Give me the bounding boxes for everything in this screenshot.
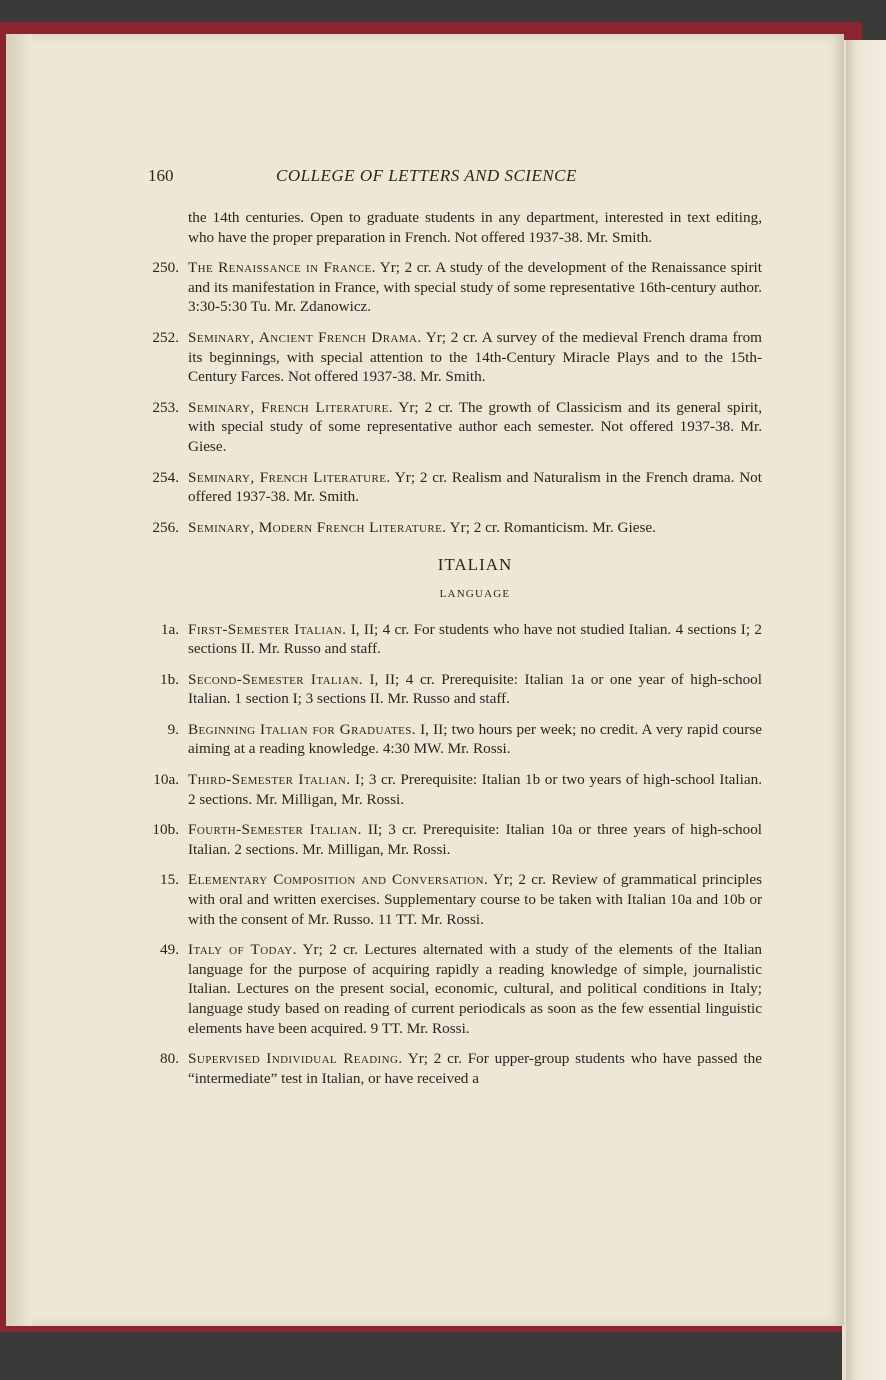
course-entry xyxy=(130,820,762,859)
course-entry xyxy=(130,328,762,387)
course-description: Yr; 2 cr. Romanticism. Mr. Giese. xyxy=(446,518,656,536)
page-number: 160 xyxy=(148,166,174,185)
course-entry xyxy=(130,1049,762,1088)
course-entry xyxy=(130,518,762,538)
course-entry xyxy=(130,468,762,507)
course-number: 253. xyxy=(152,398,179,416)
course-number: 10b. xyxy=(152,821,179,839)
course-description: Yr; 2 cr. A survey of the medieval French drama from its beginnings, with special attention to the 14th-Century Miracle Plays and to the 15th-Century Farces. Not offered 1937-38. Mr. Smith. xyxy=(188,328,762,386)
course-number: 256. xyxy=(152,518,179,536)
course-number: 9. xyxy=(167,720,179,738)
course-entry xyxy=(130,670,762,709)
course-number: 252. xyxy=(152,328,179,346)
course-number: 250. xyxy=(152,259,179,277)
course-title: Seminary, Ancient French Drama. xyxy=(188,328,422,346)
course-entry xyxy=(130,870,762,929)
course-description: I, II; 4 cr. For students who have not studied Italian. 4 sections I; 2 sections II. Mr. Russo and staff. xyxy=(188,620,762,658)
course-number: 10a. xyxy=(153,771,179,789)
course-description: Yr; 2 cr. Realism and Naturalism in the French drama. Not offered 1937-38. Mr. Smith. xyxy=(188,468,762,506)
course-number: 254. xyxy=(152,468,179,486)
course-entry xyxy=(130,940,762,1038)
course-number: 1b. xyxy=(160,670,179,688)
course-title: Beginning Italian for Graduates. xyxy=(188,720,416,738)
course-title: Seminary, Modern French Literature. xyxy=(188,518,447,536)
course-number: 80. xyxy=(160,1050,179,1068)
course-title: Elementary Composition and Conversation. xyxy=(188,871,489,889)
course-description: Yr; 2 cr. A study of the development of the Renaissance spirit and its manifestation in France, with special study of some representative 16th-century author. 3:30-5:30 Tu. Mr. Zdanowicz. xyxy=(188,259,762,316)
french-course-list xyxy=(130,258,762,537)
course-title: First-Semester Italian. xyxy=(188,620,347,638)
subsection-heading: LANGUAGE xyxy=(439,587,511,600)
course-description: II; 3 cr. Prerequisite: Italian 10a or three years of high-school Italian. 2 sections. Mr. Milligan, Mr. Rossi. xyxy=(188,821,763,858)
page-content xyxy=(130,208,762,1099)
course-entry xyxy=(130,770,762,809)
course-title: Seminary, French Literature. xyxy=(188,398,393,416)
course-description: I; 3 cr. Prerequisite: Italian 1b or two years of high-school Italian. 2 sections. Mr. Milligan, Mr. Rossi. xyxy=(188,771,762,808)
running-title: COLLEGE OF LETTERS AND SCIENCE xyxy=(276,166,577,185)
course-number: 49. xyxy=(160,941,179,959)
course-number: 1a. xyxy=(160,620,179,638)
course-description: Yr; 2 cr. The growth of Classicism and its general spirit, with special study of some representative author each semester. Not offered 1937-38. Mr. Giese. xyxy=(188,398,762,455)
course-number: 15. xyxy=(160,871,179,889)
course-description: I, II; 4 cr. Prerequisite: Italian 1a or one year of high-school Italian. 1 section I; 3 sections II. Mr. Russo and staff. xyxy=(188,670,762,708)
course-title: The Renaissance in France. xyxy=(188,259,376,277)
course-title: Fourth-Semester Italian. xyxy=(188,821,362,839)
next-page-stack xyxy=(846,40,886,1380)
course-description: Yr; 2 cr. Lectures alternated with a study of the elements of the Italian language for the purpose of acquiring rapidly a reading knowledge of simple, journalistic Italian. Lectures on the present social, economic, cultural, and political conditions in Italy; language study based on reading of current periodicals as soon as the few essential linguistic elements have been acquired. 9 TT. Mr. Rossi. xyxy=(188,941,763,1037)
page-gutter xyxy=(6,34,32,1326)
course-title: Seminary, French Literature. xyxy=(188,468,391,486)
course-title: Supervised Individual Reading. xyxy=(188,1050,403,1068)
course-title: Third-Semester Italian. xyxy=(188,771,351,789)
course-entry xyxy=(130,720,762,759)
section-heading: ITALIAN xyxy=(437,555,513,575)
course-entry xyxy=(130,620,762,659)
italian-course-list xyxy=(130,620,762,1089)
course-entry xyxy=(130,398,762,457)
course-description: Yr; 2 cr. For upper-group students who have passed the “intermediate” test in Italian, or have received a xyxy=(188,1050,763,1087)
continuation-paragraph: the 14th centuries. Open to graduate students in any department, interested in text editing, who have the proper preparation in French. Not offered 1937-38. Mr. Smith. xyxy=(188,209,762,246)
course-entry xyxy=(130,258,762,317)
course-title: Italy of Today. xyxy=(188,941,297,959)
course-title: Second-Semester Italian. xyxy=(188,670,363,688)
course-description: Yr; 2 cr. Review of grammatical principles with oral and written exercises. Supplementary course to be taken with Italian 10a and 10b or with the consent of Mr. Russo. 11 TT. Mr. Rossi. xyxy=(188,871,763,928)
page-header xyxy=(148,166,768,192)
course-description: I, II; two hours per week; no credit. A very rapid course aiming at a reading knowledge. 4:30 MW. Mr. Rossi. xyxy=(188,720,762,758)
